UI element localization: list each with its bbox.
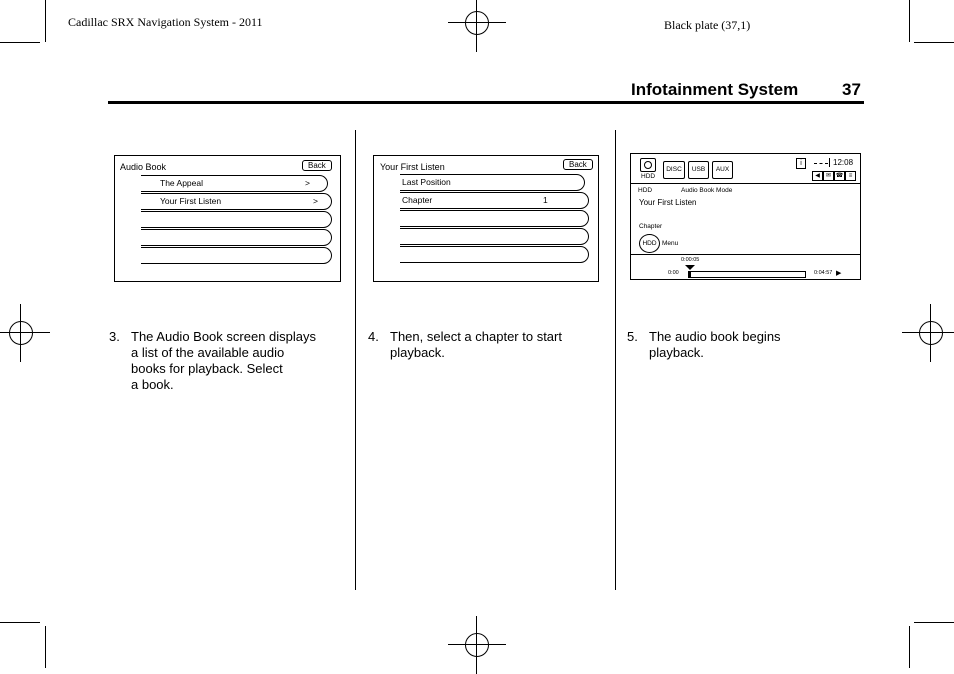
caption-line: The Audio Book screen displays xyxy=(131,329,316,344)
info-icon[interactable]: i xyxy=(796,158,806,169)
crop-mark xyxy=(45,0,46,42)
rewind-icon[interactable]: ◀ xyxy=(812,171,823,181)
caption-line: a book. xyxy=(131,377,174,392)
position-marker-icon xyxy=(685,265,695,270)
crop-mark xyxy=(0,42,40,43)
header-rule xyxy=(108,101,864,104)
source-name: HDD xyxy=(638,187,653,194)
plate-label: Black plate (37,1) xyxy=(664,18,751,32)
list-icon[interactable]: ≡ xyxy=(845,171,856,181)
column-divider xyxy=(615,130,616,590)
list-item[interactable] xyxy=(141,175,328,192)
list-item[interactable] xyxy=(400,174,585,191)
registration-mark xyxy=(4,316,38,350)
step-number: 5. xyxy=(627,329,638,344)
page-number: 37 xyxy=(842,80,861,99)
list-item[interactable] xyxy=(141,193,332,210)
caption-line: books for playback. Select xyxy=(131,361,283,376)
divider xyxy=(631,183,860,184)
divider xyxy=(631,254,860,255)
crop-mark xyxy=(0,622,40,623)
caption-line: Then, select a chapter to start xyxy=(390,329,562,344)
crop-mark xyxy=(914,622,954,623)
doc-title: Cadillac SRX Navigation System - 2011 xyxy=(68,15,263,29)
track-title: Your First Listen xyxy=(639,198,697,207)
crop-mark xyxy=(914,42,954,43)
chapter-value: 1 xyxy=(543,195,548,205)
progress-fill xyxy=(689,272,691,277)
step-number: 4. xyxy=(368,329,379,344)
hdd-button[interactable]: HDD xyxy=(639,234,660,253)
hdd-source-button[interactable] xyxy=(640,158,656,172)
registration-mark xyxy=(914,316,948,350)
disc-source-button[interactable]: DISC xyxy=(663,161,685,179)
registration-mark xyxy=(460,6,494,40)
list-item[interactable] xyxy=(141,247,332,264)
back-button[interactable]: Back xyxy=(302,160,332,171)
list-item[interactable] xyxy=(400,192,589,209)
list-item[interactable] xyxy=(141,211,332,228)
audio-book-screen xyxy=(114,155,341,282)
chapter-select-screen xyxy=(373,155,599,282)
caption-line: playback. xyxy=(649,345,704,360)
chapter-label: Chapter xyxy=(639,223,663,230)
screen-title: Your First Listen xyxy=(380,162,445,172)
disc-icon xyxy=(644,161,652,169)
source-label: HDD xyxy=(641,173,656,180)
aux-source-button[interactable]: AUX xyxy=(712,161,733,179)
registration-mark xyxy=(460,628,494,662)
crop-mark xyxy=(909,626,910,668)
play-icon[interactable]: ▶ xyxy=(836,270,842,277)
crop-mark xyxy=(909,0,910,42)
section-title: Infotainment System xyxy=(631,80,799,99)
caption-line: The audio book begins xyxy=(649,329,781,344)
phone-icon[interactable]: ☎ xyxy=(835,173,844,179)
chevron-right-icon: > xyxy=(313,196,318,206)
crop-mark xyxy=(45,626,46,668)
mail-icon[interactable]: ✉ xyxy=(823,171,834,181)
mode-label: Audio Book Mode xyxy=(681,187,733,194)
column-divider xyxy=(355,130,356,590)
marker-time: 0:00:05 xyxy=(681,257,700,263)
menu-label[interactable]: Menu xyxy=(662,240,679,247)
list-item[interactable] xyxy=(400,210,589,227)
back-button[interactable]: Back xyxy=(563,159,593,170)
caption-line: a list of the available audio xyxy=(131,345,285,360)
list-item-label: The Appeal xyxy=(160,178,204,188)
signal-bar-icon xyxy=(829,158,830,167)
start-time: 0:00 xyxy=(668,270,679,276)
usb-source-button[interactable]: USB xyxy=(688,161,709,179)
signal-icon xyxy=(814,163,828,164)
list-item-label: Your First Listen xyxy=(160,196,222,206)
end-time: 0:04:57 xyxy=(814,270,833,276)
screen-title: Audio Book xyxy=(120,162,167,172)
chevron-right-icon: > xyxy=(305,178,310,188)
list-item[interactable] xyxy=(141,229,332,246)
caption-line: playback. xyxy=(390,345,445,360)
list-item-label: Chapter xyxy=(402,195,433,205)
list-item[interactable] xyxy=(400,228,589,245)
list-item[interactable] xyxy=(400,246,589,263)
list-item-label: Last Position xyxy=(402,177,451,187)
clock: 12:08 xyxy=(833,158,854,167)
now-playing-screen xyxy=(630,153,861,280)
step-number: 3. xyxy=(109,329,120,344)
progress-bar[interactable] xyxy=(688,271,806,278)
